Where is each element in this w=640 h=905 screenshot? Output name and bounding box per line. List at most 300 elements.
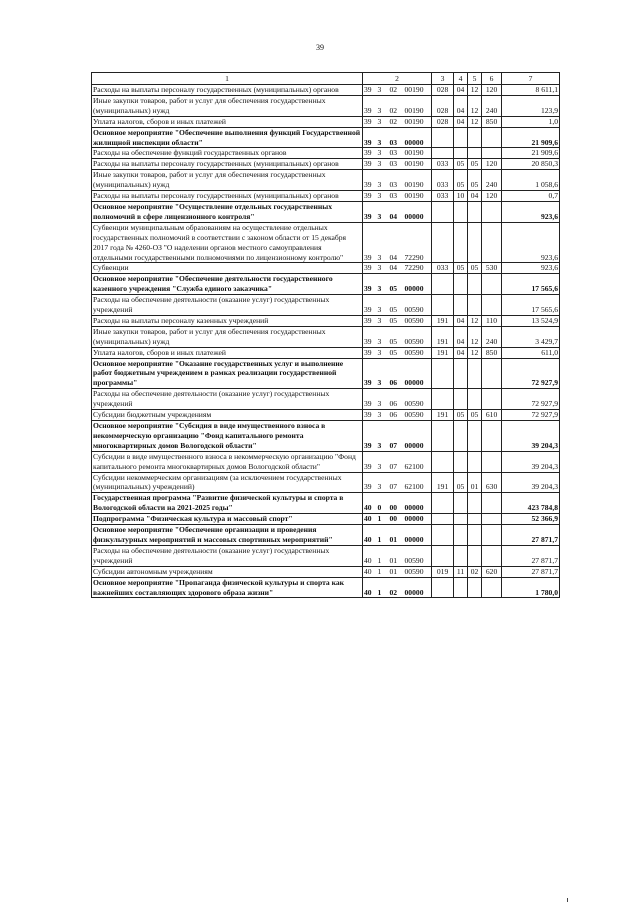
cell-name: Субсидии бюджетным учреждениям — [92, 410, 363, 421]
cell-v5 — [468, 222, 482, 263]
header-col-7: 7 — [502, 73, 560, 85]
cell-v5: 01 — [468, 472, 482, 493]
cell-v4: 04 — [454, 116, 468, 127]
cell-v5 — [468, 295, 482, 316]
cell-v4: 04 — [454, 315, 468, 326]
cell-name: Расходы на обеспечение деятельности (оказание услуг) государственных учреждений — [92, 389, 363, 410]
cell-c2: 3 — [377, 170, 389, 191]
cell-c1: 40 — [363, 493, 377, 514]
cell-c4: 00000 — [404, 577, 432, 598]
cell-c1: 39 — [363, 315, 377, 326]
cell-v5 — [468, 451, 482, 472]
cell-v6 — [482, 577, 502, 598]
cell-name: Основное мероприятие "Субсидия в виде имущественного взноса в некоммерческую организацию "Фонд капитального ремонта многоквартирных домов Вологодской области" — [92, 421, 363, 452]
cell-name: Расходы на выплаты персоналу государственных (муниципальных) органов — [92, 85, 363, 96]
cell-v6 — [482, 514, 502, 525]
cell-c2: 1 — [377, 525, 389, 546]
cell-c1: 40 — [363, 577, 377, 598]
cell-v3 — [432, 514, 454, 525]
cell-c2: 3 — [377, 451, 389, 472]
cell-v7: 1 058,6 — [502, 170, 560, 191]
cell-c1: 39 — [363, 421, 377, 452]
cell-v6 — [482, 127, 502, 148]
scan-edge-mark — [567, 898, 568, 902]
cell-v4 — [454, 514, 468, 525]
cell-c2: 3 — [377, 347, 389, 358]
cell-v3: 033 — [432, 263, 454, 274]
cell-c1: 39 — [363, 222, 377, 263]
cell-c2: 1 — [377, 577, 389, 598]
cell-c2: 3 — [377, 410, 389, 421]
cell-c3: 03 — [389, 170, 404, 191]
cell-c1: 39 — [363, 148, 377, 159]
cell-v6: 120 — [482, 159, 502, 170]
cell-c3: 03 — [389, 191, 404, 202]
cell-c3: 02 — [389, 577, 404, 598]
cell-v7: 123,9 — [502, 95, 560, 116]
header-col-4: 4 — [454, 73, 468, 85]
header-col-5: 5 — [468, 73, 482, 85]
cell-v7: 17 565,6 — [502, 274, 560, 295]
cell-c4: 00590 — [404, 326, 432, 347]
table-row — [92, 577, 560, 598]
cell-c1: 39 — [363, 451, 377, 472]
cell-c4: 00590 — [404, 566, 432, 577]
cell-c3: 05 — [389, 315, 404, 326]
cell-v6 — [482, 389, 502, 410]
cell-name: Уплата налогов, сборов и иных платежей — [92, 347, 363, 358]
cell-v4 — [454, 389, 468, 410]
cell-v5 — [468, 421, 482, 452]
cell-name: Расходы на выплаты персоналу государственных (муниципальных) органов — [92, 191, 363, 202]
cell-v4: 05 — [454, 410, 468, 421]
cell-c2: 3 — [377, 85, 389, 96]
table-row — [92, 274, 560, 295]
cell-v7: 72 927,9 — [502, 410, 560, 421]
table-row — [92, 389, 560, 410]
cell-c2: 3 — [377, 222, 389, 263]
cell-v6: 630 — [482, 472, 502, 493]
cell-v5 — [468, 201, 482, 222]
cell-c2: 3 — [377, 159, 389, 170]
cell-c1: 40 — [363, 566, 377, 577]
cell-v3: 191 — [432, 347, 454, 358]
table-row — [92, 295, 560, 316]
cell-c1: 40 — [363, 514, 377, 525]
cell-c4: 00000 — [404, 358, 432, 389]
cell-v5: 12 — [468, 116, 482, 127]
cell-v4 — [454, 148, 468, 159]
table-row — [92, 472, 560, 493]
cell-name: Субвенции муниципальным образованиям на осуществление отдельных государственных полномочий в соответствии с законом области от 15 декабря 2017 года № 4260-ОЗ "О наделении органов местного самоуправления отдельными государственными полномочиями по лицензионному контролю" — [92, 222, 363, 263]
cell-c3: 01 — [389, 545, 404, 566]
cell-c3: 00 — [389, 493, 404, 514]
cell-v6: 240 — [482, 170, 502, 191]
cell-v3: 191 — [432, 326, 454, 347]
cell-v7: 0,7 — [502, 191, 560, 202]
cell-v6: 110 — [482, 315, 502, 326]
table-row — [92, 421, 560, 452]
cell-name: Расходы на обеспечение деятельности (оказание услуг) государственных учреждений — [92, 545, 363, 566]
header-col-1: 1 — [92, 73, 363, 85]
cell-v6 — [482, 295, 502, 316]
table-header-row — [92, 73, 560, 85]
cell-v7: 27 871,7 — [502, 545, 560, 566]
cell-v6 — [482, 525, 502, 546]
cell-v6: 850 — [482, 347, 502, 358]
cell-v4 — [454, 295, 468, 316]
cell-c2: 3 — [377, 116, 389, 127]
cell-c2: 3 — [377, 127, 389, 148]
cell-v5: 05 — [468, 410, 482, 421]
cell-v7: 1,0 — [502, 116, 560, 127]
cell-c4: 62100 — [404, 451, 432, 472]
cell-c4: 00000 — [404, 127, 432, 148]
cell-v4: 05 — [454, 159, 468, 170]
cell-v7: 27 871,7 — [502, 525, 560, 546]
cell-v7: 17 565,6 — [502, 295, 560, 316]
cell-name: Основное мероприятие "Обеспечение организации и проведения физкультурных мероприятий и массовых спортивных мероприятий" — [92, 525, 363, 546]
cell-c3: 05 — [389, 274, 404, 295]
cell-v7: 72 927,9 — [502, 358, 560, 389]
cell-name: Субвенции — [92, 263, 363, 274]
cell-v6: 240 — [482, 95, 502, 116]
cell-c3: 02 — [389, 116, 404, 127]
cell-c4: 00000 — [404, 514, 432, 525]
table-row — [92, 191, 560, 202]
cell-v6: 530 — [482, 263, 502, 274]
cell-v7: 52 366,9 — [502, 514, 560, 525]
cell-c1: 39 — [363, 274, 377, 295]
cell-c2: 3 — [377, 95, 389, 116]
cell-c4: 00190 — [404, 116, 432, 127]
cell-name: Расходы на выплаты персоналу государственных (муниципальных) органов — [92, 159, 363, 170]
cell-v7: 39 204,3 — [502, 472, 560, 493]
cell-name: Иные закупки товаров, работ и услуг для обеспечения государственных (муниципальных) нужд — [92, 170, 363, 191]
cell-v5 — [468, 514, 482, 525]
cell-v3 — [432, 222, 454, 263]
cell-v4 — [454, 274, 468, 295]
cell-c4: 00590 — [404, 315, 432, 326]
cell-v7: 423 784,8 — [502, 493, 560, 514]
cell-c2: 3 — [377, 201, 389, 222]
cell-v4 — [454, 451, 468, 472]
cell-v4 — [454, 201, 468, 222]
cell-c1: 39 — [363, 170, 377, 191]
cell-c1: 39 — [363, 116, 377, 127]
cell-c3: 06 — [389, 358, 404, 389]
cell-v5 — [468, 148, 482, 159]
cell-v5: 12 — [468, 315, 482, 326]
cell-c2: 3 — [377, 326, 389, 347]
cell-c4: 00590 — [404, 347, 432, 358]
cell-c4: 00190 — [404, 191, 432, 202]
table-row — [92, 315, 560, 326]
cell-c2: 1 — [377, 514, 389, 525]
cell-c4: 00590 — [404, 295, 432, 316]
cell-c4: 00190 — [404, 159, 432, 170]
cell-c3: 03 — [389, 127, 404, 148]
cell-v4: 04 — [454, 95, 468, 116]
cell-c3: 04 — [389, 201, 404, 222]
cell-v3: 028 — [432, 85, 454, 96]
cell-v4: 04 — [454, 85, 468, 96]
cell-c1: 39 — [363, 201, 377, 222]
cell-v6 — [482, 148, 502, 159]
cell-c4: 00590 — [404, 410, 432, 421]
table-row — [92, 148, 560, 159]
cell-c4: 00000 — [404, 525, 432, 546]
table-row — [92, 493, 560, 514]
cell-v6: 850 — [482, 116, 502, 127]
cell-v4: 05 — [454, 263, 468, 274]
cell-c1: 39 — [363, 295, 377, 316]
cell-v7: 72 927,9 — [502, 389, 560, 410]
cell-c3: 00 — [389, 514, 404, 525]
cell-v4 — [454, 577, 468, 598]
cell-c2: 1 — [377, 566, 389, 577]
cell-c1: 39 — [363, 263, 377, 274]
cell-v3: 019 — [432, 566, 454, 577]
cell-v7: 39 204,3 — [502, 421, 560, 452]
cell-v5: 12 — [468, 347, 482, 358]
cell-c2: 3 — [377, 263, 389, 274]
cell-v3 — [432, 295, 454, 316]
cell-v3 — [432, 274, 454, 295]
cell-v3 — [432, 545, 454, 566]
table-row — [92, 170, 560, 191]
cell-v3 — [432, 389, 454, 410]
cell-v5 — [468, 358, 482, 389]
table-row — [92, 85, 560, 96]
cell-v4 — [454, 127, 468, 148]
cell-v4 — [454, 493, 468, 514]
cell-v7: 611,0 — [502, 347, 560, 358]
cell-name: Основное мероприятие "Пропаганда физической культуры и спорта как важнейших составляющих здорового образа жизни" — [92, 577, 363, 598]
cell-c2: 0 — [377, 493, 389, 514]
cell-v6 — [482, 222, 502, 263]
cell-name: Уплата налогов, сборов и иных платежей — [92, 116, 363, 127]
table-row — [92, 222, 560, 263]
cell-v6 — [482, 358, 502, 389]
budget-table — [91, 72, 560, 598]
cell-name: Основное мероприятие "Осуществление отдельных государственных полномочий в сфере лицензионного контроля" — [92, 201, 363, 222]
cell-v7: 3 429,7 — [502, 326, 560, 347]
cell-c3: 07 — [389, 451, 404, 472]
cell-c1: 39 — [363, 389, 377, 410]
cell-v5 — [468, 389, 482, 410]
cell-c2: 3 — [377, 421, 389, 452]
cell-c3: 04 — [389, 222, 404, 263]
cell-v7: 20 850,3 — [502, 159, 560, 170]
cell-v6 — [482, 274, 502, 295]
cell-c3: 02 — [389, 95, 404, 116]
cell-c4: 00190 — [404, 95, 432, 116]
cell-v6: 120 — [482, 85, 502, 96]
cell-v5: 12 — [468, 85, 482, 96]
cell-v4: 05 — [454, 170, 468, 191]
cell-v6 — [482, 493, 502, 514]
cell-name: Расходы на обеспечение деятельности (оказание услуг) государственных учреждений — [92, 295, 363, 316]
cell-name: Расходы на выплаты персоналу казенных учреждений — [92, 315, 363, 326]
cell-v3: 033 — [432, 170, 454, 191]
table-row — [92, 326, 560, 347]
cell-v5: 04 — [468, 191, 482, 202]
cell-c4: 00190 — [404, 85, 432, 96]
cell-v3 — [432, 127, 454, 148]
table-row — [92, 514, 560, 525]
cell-v3 — [432, 421, 454, 452]
cell-v3: 028 — [432, 116, 454, 127]
cell-v6: 610 — [482, 410, 502, 421]
cell-v3: 191 — [432, 315, 454, 326]
cell-v6: 620 — [482, 566, 502, 577]
cell-v5 — [468, 525, 482, 546]
cell-c1: 39 — [363, 410, 377, 421]
cell-v4: 04 — [454, 347, 468, 358]
cell-v3: 033 — [432, 191, 454, 202]
cell-name: Иные закупки товаров, работ и услуг для обеспечения государственных (муниципальных) нужд — [92, 95, 363, 116]
cell-v4: 05 — [454, 472, 468, 493]
table-row — [92, 263, 560, 274]
cell-c3: 07 — [389, 472, 404, 493]
table-row — [92, 347, 560, 358]
cell-c4: 72290 — [404, 263, 432, 274]
cell-name: Субсидии автономным учреждениям — [92, 566, 363, 577]
cell-v3: 033 — [432, 159, 454, 170]
cell-v3 — [432, 201, 454, 222]
cell-c2: 3 — [377, 191, 389, 202]
table-row — [92, 545, 560, 566]
table-row — [92, 201, 560, 222]
cell-v3 — [432, 451, 454, 472]
cell-c2: 3 — [377, 148, 389, 159]
cell-c4: 00190 — [404, 170, 432, 191]
cell-v7: 27 871,7 — [502, 566, 560, 577]
cell-v7: 13 524,9 — [502, 315, 560, 326]
cell-c1: 40 — [363, 545, 377, 566]
cell-v6: 240 — [482, 326, 502, 347]
cell-c2: 1 — [377, 545, 389, 566]
cell-c1: 39 — [363, 472, 377, 493]
table-row — [92, 525, 560, 546]
cell-c4: 62100 — [404, 472, 432, 493]
cell-v4: 04 — [454, 326, 468, 347]
page-number: 39 — [316, 43, 324, 52]
cell-c3: 01 — [389, 525, 404, 546]
cell-c3: 03 — [389, 159, 404, 170]
cell-c4: 00000 — [404, 421, 432, 452]
cell-c3: 01 — [389, 566, 404, 577]
cell-v6 — [482, 545, 502, 566]
cell-v3 — [432, 358, 454, 389]
cell-c3: 05 — [389, 295, 404, 316]
cell-c2: 3 — [377, 315, 389, 326]
header-col-6: 6 — [482, 73, 502, 85]
cell-v5 — [468, 545, 482, 566]
cell-v5 — [468, 493, 482, 514]
cell-v7: 923,6 — [502, 201, 560, 222]
cell-name: Основное мероприятие "Обеспечение выполнения функций Государственной жилищной инспекции области" — [92, 127, 363, 148]
cell-v5: 05 — [468, 159, 482, 170]
cell-c1: 39 — [363, 85, 377, 96]
cell-v3 — [432, 148, 454, 159]
cell-c1: 39 — [363, 127, 377, 148]
cell-c4: 00590 — [404, 389, 432, 410]
cell-name: Государственная программа "Развитие физической культуры и спорта в Вологодской области на 2021-2025 годы" — [92, 493, 363, 514]
cell-v5 — [468, 127, 482, 148]
header-col-3: 3 — [432, 73, 454, 85]
cell-name: Подпрограмма "Физическая культура и массовый спорт" — [92, 514, 363, 525]
cell-v5: 05 — [468, 263, 482, 274]
cell-v5 — [468, 274, 482, 295]
cell-c3: 03 — [389, 148, 404, 159]
cell-v3 — [432, 493, 454, 514]
cell-v7: 21 909,6 — [502, 148, 560, 159]
cell-c1: 39 — [363, 95, 377, 116]
cell-v4: 11 — [454, 566, 468, 577]
cell-v7: 21 909,6 — [502, 127, 560, 148]
cell-c2: 3 — [377, 295, 389, 316]
cell-v4 — [454, 222, 468, 263]
table-row — [92, 566, 560, 577]
cell-c3: 04 — [389, 263, 404, 274]
cell-v4 — [454, 525, 468, 546]
cell-v3 — [432, 525, 454, 546]
cell-name: Иные закупки товаров, работ и услуг для обеспечения государственных (муниципальных) нужд — [92, 326, 363, 347]
cell-v7: 39 204,3 — [502, 451, 560, 472]
header-col-2: 2 — [363, 73, 432, 85]
cell-v6: 120 — [482, 191, 502, 202]
cell-c1: 39 — [363, 326, 377, 347]
cell-c3: 05 — [389, 347, 404, 358]
cell-v7: 1 780,0 — [502, 577, 560, 598]
cell-c2: 3 — [377, 389, 389, 410]
cell-v4 — [454, 421, 468, 452]
cell-v4: 10 — [454, 191, 468, 202]
table-row — [92, 127, 560, 148]
cell-v3: 191 — [432, 472, 454, 493]
cell-v4 — [454, 358, 468, 389]
cell-c1: 39 — [363, 358, 377, 389]
table-row — [92, 95, 560, 116]
cell-name: Расходы на обеспечение функций государственных органов — [92, 148, 363, 159]
cell-v5: 02 — [468, 566, 482, 577]
table-row — [92, 410, 560, 421]
cell-v7: 8 611,1 — [502, 85, 560, 96]
cell-c1: 40 — [363, 525, 377, 546]
cell-c2: 3 — [377, 358, 389, 389]
table-row — [92, 451, 560, 472]
cell-v5 — [468, 577, 482, 598]
cell-v5: 12 — [468, 326, 482, 347]
cell-v5: 12 — [468, 95, 482, 116]
cell-c4: 00590 — [404, 545, 432, 566]
cell-c4: 00000 — [404, 201, 432, 222]
cell-v3: 028 — [432, 95, 454, 116]
cell-c2: 3 — [377, 472, 389, 493]
cell-c3: 07 — [389, 421, 404, 452]
cell-v3: 191 — [432, 410, 454, 421]
cell-c1: 39 — [363, 191, 377, 202]
cell-v6 — [482, 421, 502, 452]
cell-c4: 00000 — [404, 493, 432, 514]
cell-c3: 02 — [389, 85, 404, 96]
cell-name: Основное мероприятие "Оказание государственных услуг и выполнение работ бюджетным учреждением в рамках реализации государственной программы" — [92, 358, 363, 389]
cell-c4: 00000 — [404, 274, 432, 295]
cell-v6 — [482, 201, 502, 222]
cell-c1: 39 — [363, 347, 377, 358]
